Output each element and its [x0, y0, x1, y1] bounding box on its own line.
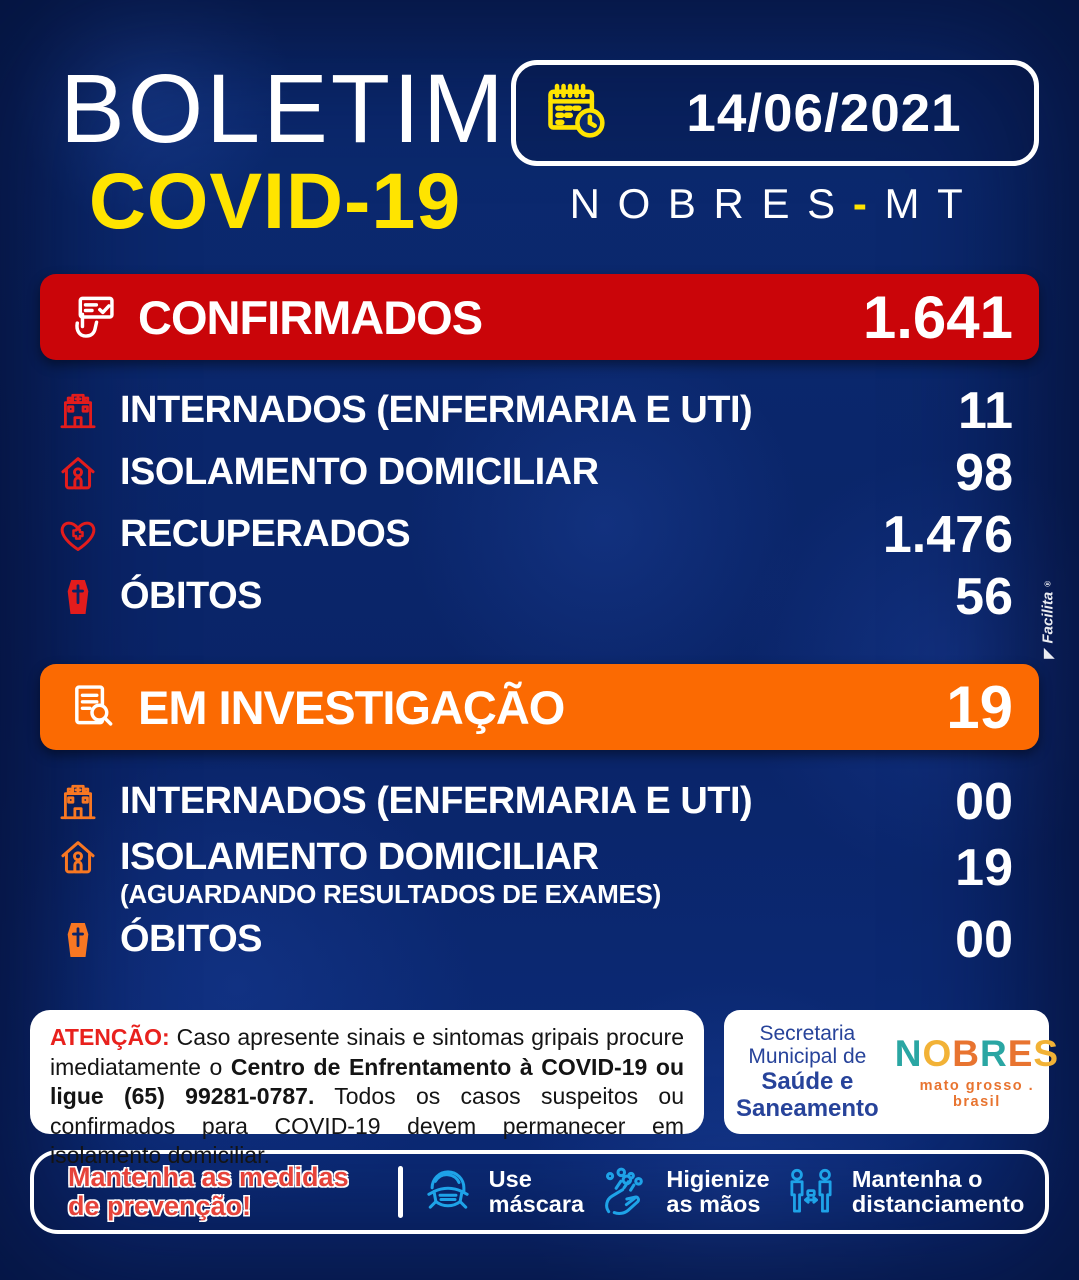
secretaria-line3: Saúde e — [761, 1067, 854, 1095]
home-isolation-icon — [56, 452, 100, 494]
footer-label-line: Higienize — [666, 1166, 770, 1193]
logo-letter: E — [1007, 1032, 1034, 1074]
stat-row-obitos — [40, 566, 1039, 628]
home-isolation-icon — [56, 836, 100, 878]
title-boletim: BOLETIM — [60, 54, 507, 163]
stat-label: INTERNADOS (ENFERMARIA E UTI) — [120, 389, 753, 432]
header — [0, 0, 1079, 245]
attention-box — [30, 1010, 704, 1169]
footer-label-line: distanciamento — [851, 1191, 1025, 1218]
coffin-icon — [56, 576, 100, 618]
logo-letter: R — [979, 1032, 1008, 1074]
date-badge — [511, 60, 1039, 166]
stat-value: 1.476 — [882, 506, 1013, 564]
confirmed-banner-value: 1.641 — [862, 283, 1013, 351]
investigation-banner-value: 19 — [946, 673, 1013, 741]
page-title — [60, 54, 507, 245]
secretaria-line2: Municipal de — [748, 1045, 867, 1069]
stat-label: ISOLAMENTO DOMICILIAR — [120, 836, 599, 878]
stat-label: ISOLAMENTO DOMICILIAR — [120, 451, 599, 494]
footer-item-hands — [597, 1164, 769, 1220]
facilita-name: Facilita — [1039, 591, 1057, 644]
stat-value: 00 — [955, 911, 1013, 970]
header-right — [511, 60, 1039, 240]
prevention-footer — [30, 1150, 1049, 1234]
investigation-banner-label: EM INVESTIGAÇÃO — [138, 680, 565, 734]
confirmed-check-card-icon — [66, 291, 118, 343]
attention-text-2: Todos os casos suspeitos ou confirmados para COVID-19 devem permanecer em isolamento domiciliar. — [50, 1083, 684, 1169]
location-dash: - — [852, 180, 885, 227]
nobres-logo — [894, 1032, 1060, 1110]
logo-letter: N — [894, 1032, 923, 1074]
hospital-icon — [56, 781, 100, 823]
coffin-icon — [56, 919, 100, 961]
logo-letter: B — [952, 1032, 980, 1074]
stat-label: INTERNADOS (ENFERMARIA E UTI) — [120, 780, 753, 823]
confirmed-rows — [40, 380, 1039, 628]
footer-item-mask — [420, 1164, 584, 1220]
location-label — [511, 180, 1039, 228]
stat-row-internados — [40, 770, 1039, 834]
bulletin-date: 14/06/2021 — [686, 83, 962, 143]
heart-cross-icon — [56, 514, 100, 556]
stat-value: 11 — [958, 382, 1013, 440]
investigation-banner — [40, 664, 1039, 750]
attention-label: ATENÇÃO: — [50, 1024, 170, 1051]
distancing-icon — [783, 1164, 839, 1220]
stat-value: 98 — [955, 444, 1013, 502]
facilita-watermark — [1040, 529, 1057, 659]
calendar-clock-icon — [542, 77, 610, 150]
prevention-line1: Mantenha as medidas — [68, 1162, 349, 1193]
nobres-logo-wordmark — [894, 1032, 1060, 1074]
footer-item-label — [666, 1167, 769, 1217]
stat-sublabel: (AGUARDANDO RESULTADOS DE EXAMES) — [120, 878, 661, 909]
stat-value: 56 — [955, 568, 1013, 626]
secretaria-line4: Saneamento — [736, 1094, 879, 1122]
stat-label: ÓBITOS — [120, 918, 262, 961]
footer-item-label — [852, 1167, 1024, 1217]
prevention-message — [68, 1163, 368, 1221]
location-city: NOBRES — [569, 180, 853, 227]
footer-divider — [398, 1166, 403, 1218]
footer-label-line: máscara — [488, 1191, 585, 1218]
document-magnifier-icon — [66, 681, 118, 733]
title-covid19: COVID-19 — [88, 156, 462, 245]
facilita-logo-icon: ◤ — [1040, 648, 1055, 659]
footer-label-line: as mãos — [666, 1191, 761, 1218]
stat-label: ÓBITOS — [120, 575, 262, 618]
stat-value: 19 — [955, 839, 1013, 897]
location-state: MT — [884, 180, 981, 227]
prevention-line2: de prevenção! — [68, 1191, 252, 1222]
footer-items — [413, 1164, 1031, 1220]
footer-label-line: Mantenha o — [851, 1166, 983, 1193]
attention-text-bold: Centro de Enfrentamento à COVID-19 ou ligue (65) 99281-0787. — [50, 1053, 684, 1110]
facilita-trademark: ® — [1043, 580, 1053, 587]
stat-row-isolamento — [40, 834, 1039, 908]
footer-item-distance — [783, 1164, 1024, 1220]
stat-row-isolamento — [40, 442, 1039, 504]
secretaria-text — [736, 1022, 879, 1123]
wash-hands-icon — [597, 1164, 653, 1220]
investigation-rows — [40, 770, 1039, 972]
info-row — [30, 1010, 1060, 1169]
confirmed-banner-label: CONFIRMADOS — [138, 290, 483, 344]
stat-value: 00 — [955, 773, 1013, 831]
stat-label: RECUPERADOS — [120, 513, 411, 556]
stat-row-internados — [40, 380, 1039, 442]
footer-item-label — [489, 1167, 584, 1217]
stat-row-recuperados — [40, 504, 1039, 566]
confirmed-banner — [40, 274, 1039, 360]
stat-row-obitos — [40, 908, 1039, 972]
nobres-logo-subtitle: mato grosso . brasil — [919, 1077, 1035, 1110]
secretaria-line1: Secretaria — [759, 1021, 856, 1045]
mask-icon — [420, 1164, 476, 1220]
secretaria-box — [724, 1010, 1060, 1134]
logo-letter: O — [922, 1032, 953, 1074]
hospital-icon — [56, 390, 100, 432]
footer-label-line: Use — [488, 1166, 532, 1193]
logo-letter: S — [1033, 1032, 1060, 1074]
attention-text-1: Caso apresente sinais e sintomas gripais procure imediatamente o — [50, 1024, 684, 1080]
